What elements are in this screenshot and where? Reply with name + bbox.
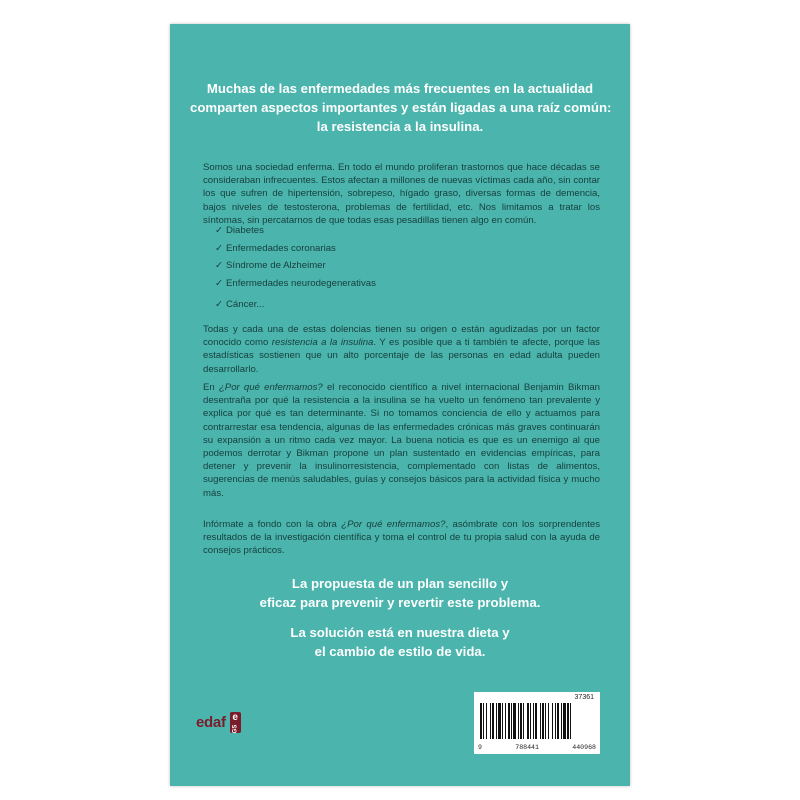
barcode-bars: [480, 703, 594, 739]
intro-line: comparten aspectos importantes y están ligadas a una raíz común:: [190, 100, 612, 115]
publisher-name: edaf: [196, 713, 226, 731]
barcode-stripe: [555, 703, 556, 739]
check-icon: ✓: [215, 260, 224, 271]
barcode-stripe: [527, 703, 529, 739]
barcode-stripe: [548, 703, 549, 739]
barcode-stripe: [483, 703, 484, 739]
list-item: [215, 242, 376, 260]
text-run: En: [203, 382, 219, 393]
barcode-stripe: [480, 703, 482, 739]
barcode-stripe: [492, 703, 494, 739]
barcode-digits: [478, 744, 596, 751]
barcode-stripe: [518, 703, 519, 739]
barcode-stripe: [545, 703, 546, 739]
tagline-line: eficaz para prevenir y revertir este problema.: [259, 595, 541, 610]
barcode-stripe: [561, 703, 562, 739]
publisher-logo: [196, 710, 241, 734]
disease-checklist: [215, 224, 376, 316]
barcode-stripe: [552, 703, 553, 739]
publisher-mark-sub: GS: [232, 724, 239, 733]
list-item-label: Enfermedades neurodegenerativas: [226, 277, 376, 289]
barcode-stripe: [533, 703, 534, 739]
publisher-mark-letter: e: [232, 711, 238, 723]
intro-line: la resistencia a la insulina.: [316, 119, 484, 134]
barcode-stripe: [513, 703, 516, 739]
paragraph-inform: [203, 518, 600, 558]
check-icon: ✓: [215, 277, 224, 289]
isbn-barcode: [474, 692, 600, 754]
text-run: Todas y cada una de estas dolencias tienen su origen o están agudizadas por un factor conocido como: [203, 324, 600, 349]
list-item: [215, 277, 376, 295]
intro-line: Muchas de las enfermedades más frecuentes en la actualidad: [206, 81, 594, 96]
barcode-stripe: [567, 703, 569, 739]
barcode-code: 37361: [574, 694, 594, 701]
paragraph-bikman: [203, 381, 600, 500]
list-item-label: Cáncer...: [226, 299, 265, 310]
barcode-stripe: [530, 703, 531, 739]
tagline-solution: [190, 623, 610, 661]
list-item-label: Síndrome de Alzheimer: [226, 260, 326, 271]
text-run: Infórmate a fondo con la obra: [203, 519, 342, 530]
barcode-stripe: [490, 703, 491, 739]
intro-heading: [190, 79, 610, 136]
paragraph-insulin-resistance: [203, 323, 600, 376]
book-title-emphasis: ¿Por qué enfermamos?: [341, 519, 446, 530]
list-item: [215, 259, 376, 277]
barcode-stripe: [498, 703, 501, 739]
barcode-stripe: [557, 703, 559, 739]
barcode-stripe: [535, 703, 537, 739]
tagline-line: La propuesta de un plan sencillo y: [291, 576, 509, 591]
paragraph-society: Somos una sociedad enferma. En todo el mundo proliferan trastornos que hace décadas se consideraban infrecuentes. Estos afectan a millones de nuevas víctimas cada año, sin contar los que sufren de hipertensión, sobrepeso, hígado graso, diversas formas de demencia, bajos niveles de testosterona, problemas de fertilidad, etc. Nos limitamos a tratar los síntomas, sin percatarnos de que todas esas pesadillas tienen algo en común.: [203, 162, 600, 226]
list-item: [215, 224, 376, 242]
tagline-plan: [190, 574, 610, 612]
emphasis-text: resistencia a la insulina: [271, 337, 374, 349]
barcode-stripe: [486, 703, 487, 739]
list-item-label: Enfermedades coronarias: [226, 242, 336, 254]
barcode-stripe: [570, 703, 571, 739]
barcode-stripe: [496, 703, 497, 739]
book-back-cover: [170, 24, 630, 786]
tagline-line: el cambio de estilo de vida.: [314, 644, 486, 659]
barcode-stripe: [505, 703, 506, 739]
check-icon: ✓: [215, 225, 224, 236]
barcode-stripe: [511, 703, 512, 739]
barcode-stripe: [563, 703, 566, 739]
text-run: , asómbrate con los sorprendentes resultados de la investigación científica y toma el control de tu propia salud con la ayuda de consejos prácticos.: [203, 519, 601, 557]
barcode-stripe: [502, 703, 503, 739]
barcode-stripe: [542, 703, 544, 739]
text-run: el reconocido científico a nivel internacional Benjamin Bikman desentraña por qué la resistencia a la insulina se ha vuelto un fenómeno tan prevalente y explica por qué es tan determinante. Si no tomamos conciencia de ello y actuamos para contrarrestar esa tendencia, algunas de las enfermedades crónicas más graves continuarán su expansión a un ritmo cada vez mayor. La buena noticia es que es un enemigo al que podemos derrotar y Bikman propone un plan sustentado en evidencias empíricas, para detener y prevenir la insulinorresistencia, complementado con listas de alimentos, sugerencias de menús saludables, guías y consejos básicos para la actividad física y mucho más.: [203, 382, 601, 499]
publisher-mark-icon: [230, 712, 241, 733]
barcode-stripe: [508, 703, 510, 739]
barcode-digit-group: 9: [478, 744, 482, 751]
barcode-digit-group: 440968: [572, 744, 596, 751]
tagline-line: La solución está en nuestra dieta y: [290, 625, 510, 640]
check-icon: ✓: [215, 242, 224, 254]
text-run: . Y es posible que a ti también te afecte, porque las estadísticas sostienen que un alto porcentaje de las personas en edad adulta pueden desarrollarlo.: [203, 337, 600, 375]
barcode-stripe: [520, 703, 522, 739]
list-item: [215, 298, 376, 316]
barcode-stripe: [523, 703, 524, 739]
barcode-stripe: [540, 703, 541, 739]
check-icon: ✓: [215, 299, 224, 310]
barcode-digit-group: 788441: [515, 744, 539, 751]
book-title-emphasis: ¿Por qué enfermamos?: [218, 382, 323, 393]
list-item-label: Diabetes: [226, 225, 264, 236]
